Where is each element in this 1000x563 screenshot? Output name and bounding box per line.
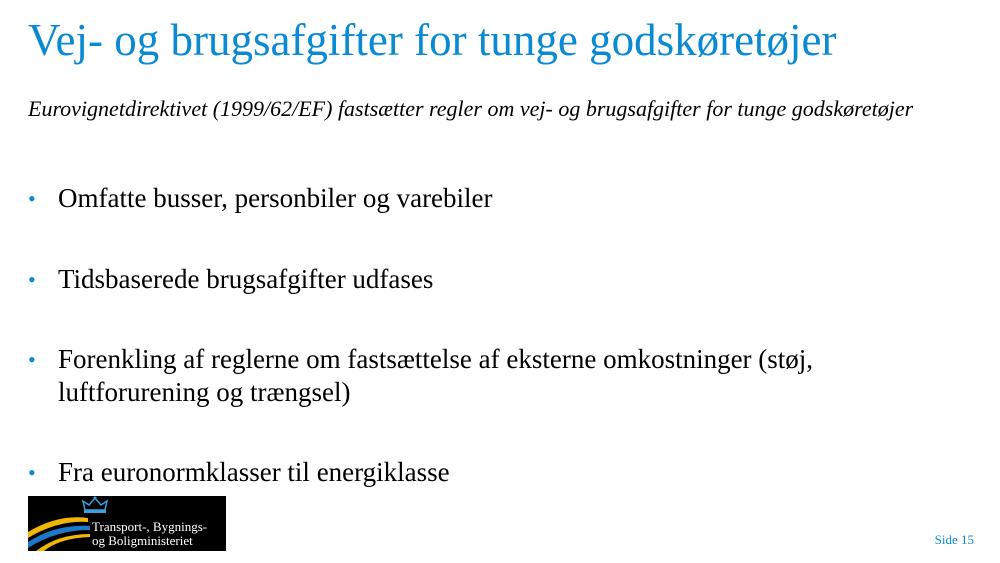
bullet-item: [28, 343, 958, 409]
bullet-dot-icon: •: [28, 460, 36, 485]
bullet-dot-icon: •: [28, 267, 36, 292]
bullet-text: Fra euronormklasser til energiklasse: [58, 457, 450, 487]
slide-title: Vej- og brugsafgifter for tunge godskøretøjer: [28, 15, 837, 65]
bullet-item: [28, 182, 958, 215]
logo-line-1: Transport-, Bygnings-: [92, 519, 208, 534]
bullet-item: [28, 263, 958, 296]
bullet-dot-icon: •: [28, 347, 36, 372]
slide-subtitle: Eurovignetdirektivet (1999/62/EF) fastsætter regler om vej- og brugsafgifter for tunge godskøretøjer: [28, 96, 914, 121]
ministry-logo: [28, 496, 226, 551]
logo-text: [92, 520, 207, 548]
bullet-item: [28, 456, 958, 489]
page-number: Side 15: [934, 532, 974, 547]
bullet-text: Omfatte busser, personbiler og varebiler: [58, 183, 493, 213]
bullet-text: Tidsbaserede brugsafgifter udfases: [58, 264, 434, 294]
bullet-text: Forenkling af reglerne om fastsættelse af eksterne omkostninger (støj, luftforurening og trængsel): [58, 344, 814, 407]
logo-line-2: og Boligministeriet: [92, 533, 193, 548]
bullet-dot-icon: •: [28, 186, 36, 211]
